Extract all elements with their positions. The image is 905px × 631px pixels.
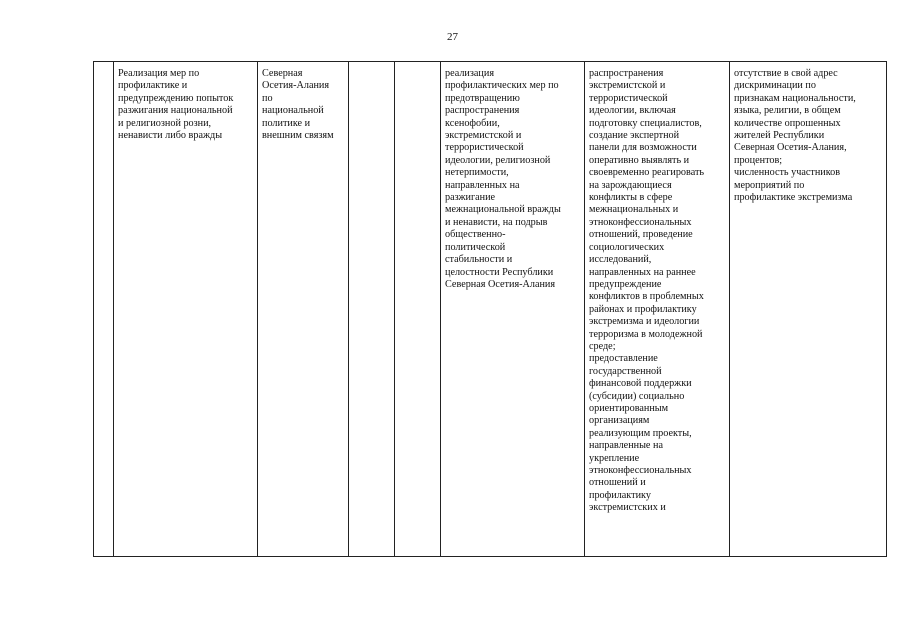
cell-task xyxy=(114,62,258,557)
program-table xyxy=(93,61,887,557)
task-text: Реализация мер по профилактике и предупреждению попыток разжигания национальной и религиозной розни, ненависти либо вражды xyxy=(118,68,234,142)
cell-end xyxy=(395,62,441,557)
cell-number xyxy=(94,62,114,557)
responsible-text: Северная Осетия-Алания по национальной политике и внешним связям xyxy=(262,68,334,142)
cell-start xyxy=(349,62,395,557)
table-row xyxy=(94,62,887,557)
measures-text: реализация профилактических мер по предотвращению распространения ксенофобии, экстремистской и террористической идеологии, религиозной нетерпимости, направленных на разжигание межнациональной вражды и ненависти, на подрыв общественно- политической стабильности и целостности Республики Северная Осетия-Алания xyxy=(445,68,561,290)
cell-measures xyxy=(441,62,585,557)
indicators-text: отсутствие в свой адрес дискриминации по признакам национальности, языка, религии, в общем количестве опрошенных жителей Республики Северная Осетия-Алания, процентов; численность участников мероприятий по профилактике экстремизма xyxy=(734,68,856,204)
description-text: распространения экстремистской и террористической идеологии, включая подготовку специалистов, создание экспертной панели для возможности оперативно выявлять и своевременно реагировать на зарождающиеся конфликты в сфере межнациональных и этноконфессиональных отношений, проведение социологических исследований, направленных на раннее предупреждение конфликтов в проблемных районах и профилактику экстремизма и идеологии терроризма в молодежной среде; предоставление государственной финансовой поддержки (субсидии) социально ориентированным организациям реализующим проекты, направленные на укрепление этноконфессиональных отношений и профилактику экстремистских и xyxy=(589,68,705,514)
cell-description xyxy=(585,62,730,557)
cell-indicators xyxy=(730,62,887,557)
cell-responsible xyxy=(258,62,349,557)
page-number: 27 xyxy=(447,31,458,43)
